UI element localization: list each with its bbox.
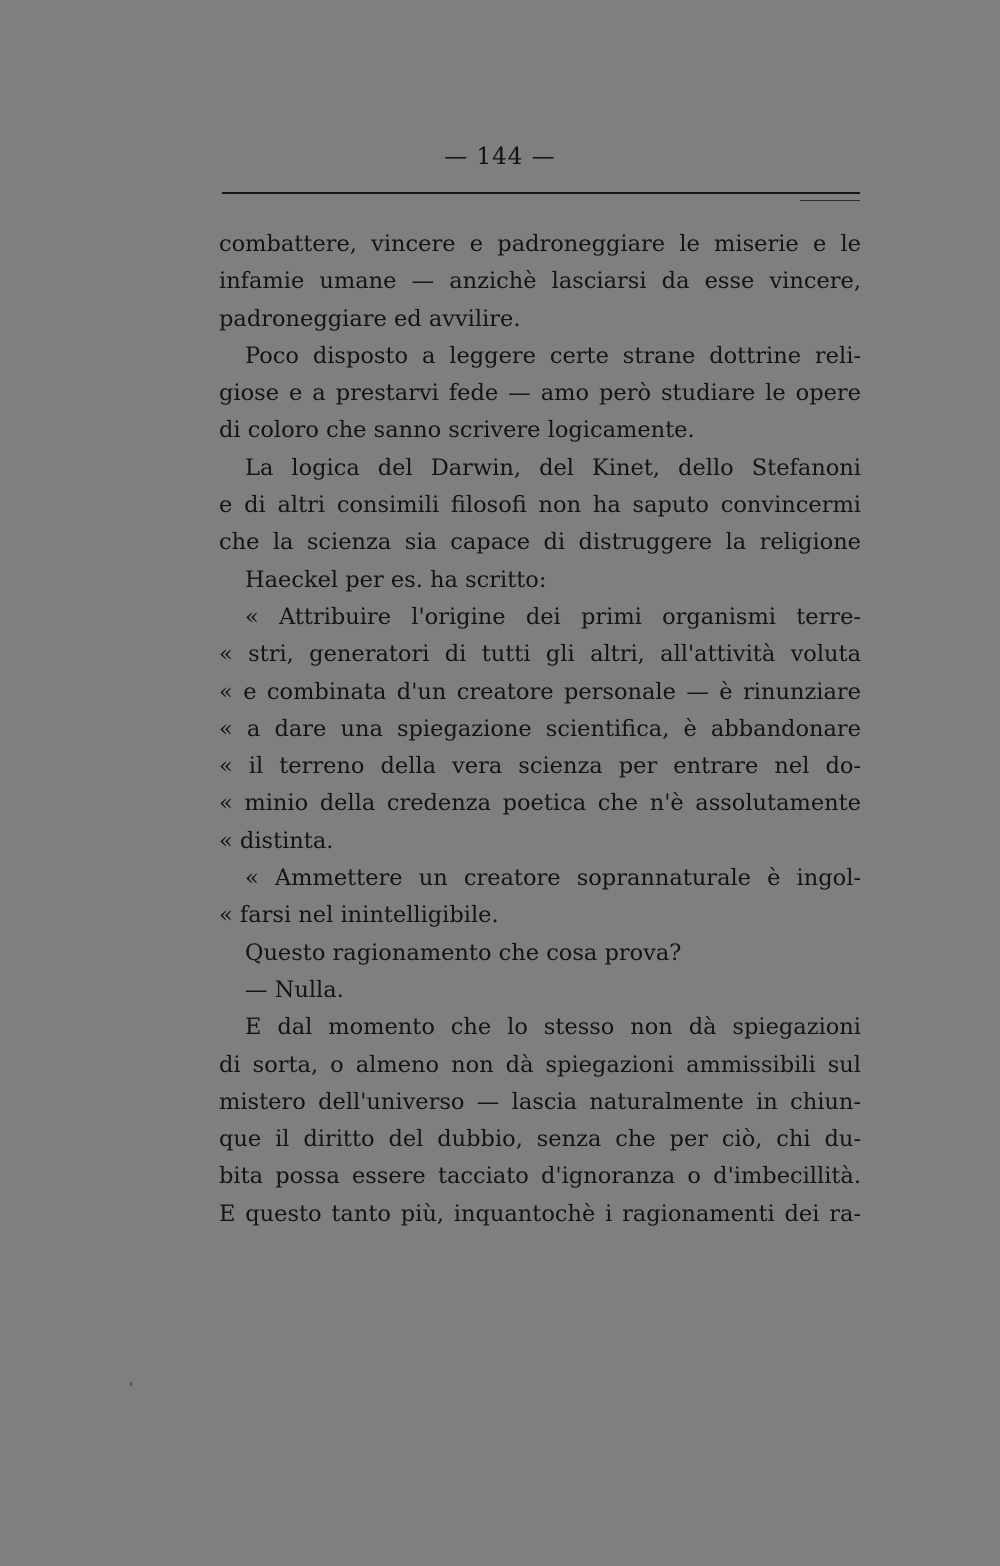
paper-speck [130,1382,132,1386]
text-line: Haeckel per es. ha scritto: [245,566,547,593]
text-line: « Attribuire l'origine dei primi organismi terre- [245,603,861,630]
text-line: di sorta, o almeno non dà spiegazioni ammissibili sul [219,1051,861,1078]
text-line: padroneggiare ed avvilire. [219,305,521,332]
header-rule [222,192,860,194]
text-line: e di altri consimili filosofi non ha saputo convincermi [219,492,861,519]
text-line: Questo ragionamento che cosa prova? [245,939,682,966]
text-line: combattere, vincere e padroneggiare le miserie e le [219,231,861,257]
text-line: « minio della credenza poetica che n'è assolutamente [219,790,861,817]
text-line: di coloro che sanno scrivere logicamente. [219,417,695,444]
text-line: infamie umane — anzichè lasciarsi da esse vincere, [219,268,861,295]
text-line: E questo tanto più, inquantochè i ragionamenti dei ra- [219,1200,861,1227]
text-line: « Ammettere un creatore soprannaturale è ingol- [245,865,861,892]
body-text [219,226,861,1233]
text-line: E dal momento che lo stesso non dà spiegazioni [245,1014,861,1041]
text-line: « a dare una spiegazione scientifica, è abbandonare [219,715,861,742]
text-line: « farsi nel inintelligibile. [219,902,499,929]
page-number: — 144 — [444,144,556,170]
header-rule-tail [800,200,860,201]
text-line: che la scienza sia capace di distruggere la religione [219,529,861,556]
text-line: que il diritto del dubbio, senza che per ciò, chi du- [219,1126,861,1153]
text-line: « stri, generatori di tutti gli altri, all'attività voluta [219,641,861,668]
text-line: giose e a prestarvi fede — amo però studiare le opere [219,380,861,407]
text-line: « e combinata d'un creatore personale — è rinunziare [219,678,861,705]
text-line: La logica del Darwin, del Kinet, dello Stefanoni [245,454,861,481]
text-line: — Nulla. [245,976,344,1003]
text-line: bita possa essere tacciato d'ignoranza o d'imbecillità. [219,1163,861,1190]
text-line: « distinta. [219,827,334,854]
text-line: « il terreno della vera scienza per entrare nel do- [219,753,861,780]
text-line: mistero dell'universo — lascia naturalmente in chiun- [219,1088,861,1115]
text-line: Poco disposto a leggere certe strane dottrine reli- [245,342,861,369]
